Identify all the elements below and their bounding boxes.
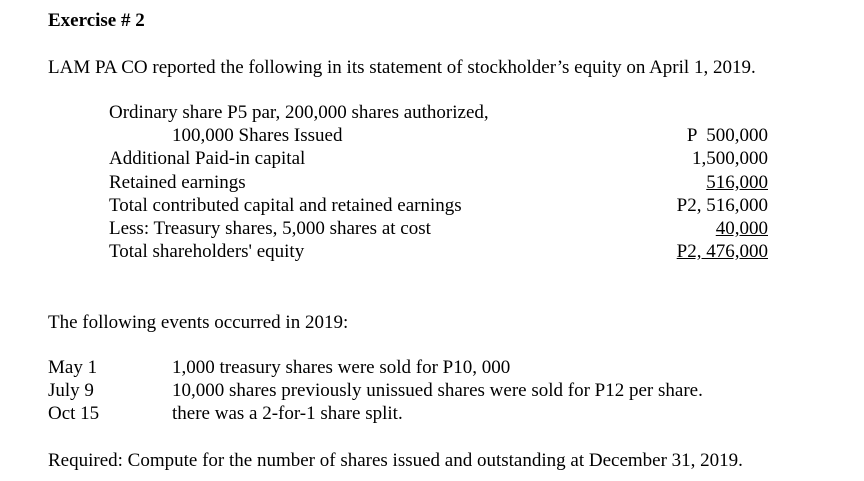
- equity-amount-retained-earnings: 516,000: [706, 172, 768, 193]
- event-date: July 9: [48, 380, 94, 401]
- equity-amount-apic: 1,500,000: [692, 148, 768, 169]
- events-heading: The following events occurred in 2019:: [48, 312, 349, 333]
- exercise-title: Exercise # 2: [48, 10, 145, 31]
- intro-text: LAM PA CO reported the following in its statement of stockholder’s equity on April 1, 2019.: [48, 57, 756, 78]
- equity-label-total-equity: Total shareholders' equity: [109, 241, 305, 262]
- equity-label-ordinary-share: Ordinary share P5 par, 200,000 shares authorized,: [109, 102, 489, 123]
- equity-amount-treasury: 40,000: [715, 218, 768, 239]
- event-description: there was a 2-for-1 share split.: [172, 403, 403, 424]
- equity-label-apic: Additional Paid-in capital: [109, 148, 306, 169]
- equity-label-total-contributed: Total contributed capital and retained earnings: [109, 195, 462, 216]
- equity-amount-shares-issued: P 500,000: [686, 125, 768, 146]
- equity-label-retained-earnings: Retained earnings: [109, 172, 246, 193]
- equity-amount-total-equity: P2, 476,000: [676, 241, 768, 262]
- event-date: Oct 15: [48, 403, 100, 424]
- event-description: 1,000 treasury shares were sold for P10, 000: [172, 357, 511, 378]
- equity-label-shares-issued: 100,000 Shares Issued: [172, 125, 343, 146]
- event-date: May 1: [48, 357, 98, 378]
- equity-amount-total-contributed: P2, 516,000: [676, 195, 768, 216]
- required-text: Required: Compute for the number of shares issued and outstanding at December 31, 2019.: [48, 450, 743, 471]
- event-description: 10,000 shares previously unissued shares were sold for P12 per share.: [172, 380, 703, 401]
- equity-label-treasury: Less: Treasury shares, 5,000 shares at cost: [109, 218, 431, 239]
